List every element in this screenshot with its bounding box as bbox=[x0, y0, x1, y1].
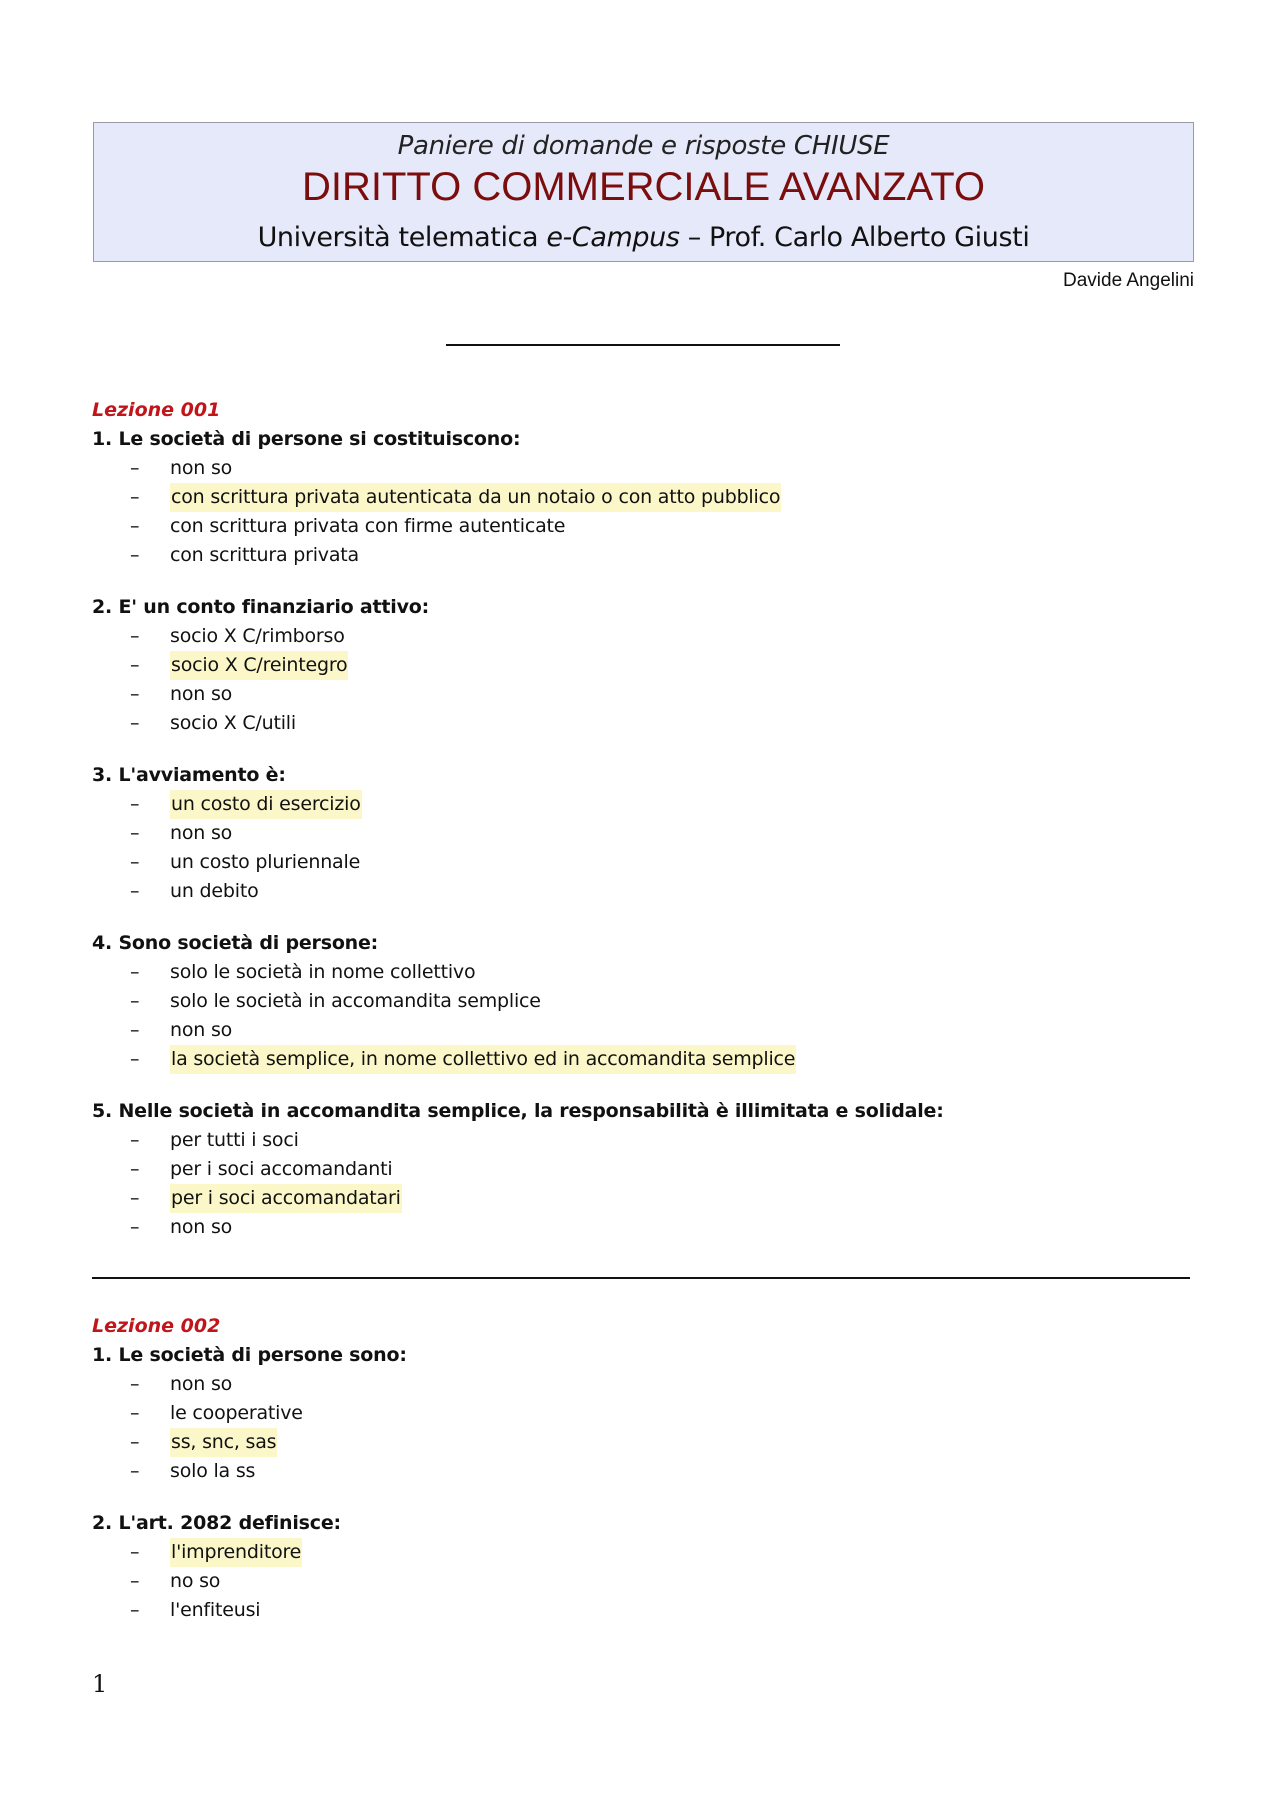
question-block bbox=[92, 1341, 407, 1486]
answer-text: no so bbox=[170, 1570, 221, 1592]
answer-option bbox=[92, 1370, 407, 1399]
list-dash: – bbox=[130, 457, 140, 479]
list-dash: – bbox=[130, 515, 140, 537]
answer-option bbox=[92, 848, 944, 877]
answer-text: con scrittura privata autenticata da un notaio o con atto pubblico bbox=[170, 483, 781, 512]
list-dash: – bbox=[130, 712, 140, 734]
answer-option bbox=[92, 1016, 944, 1045]
answer-option bbox=[92, 1213, 944, 1242]
answer-option bbox=[92, 709, 944, 738]
list-dash: – bbox=[130, 486, 140, 508]
list-dash: – bbox=[130, 1158, 140, 1180]
list-dash: – bbox=[130, 851, 140, 873]
answer-option bbox=[92, 958, 944, 987]
answer-text: non so bbox=[170, 1373, 233, 1395]
answer-option bbox=[92, 622, 944, 651]
answer-text: l'imprenditore bbox=[170, 1538, 302, 1567]
answer-text: solo le società in nome collettivo bbox=[170, 961, 476, 983]
question-text: 2. E' un conto finanziario attivo: bbox=[92, 596, 430, 618]
answer-option bbox=[92, 1567, 407, 1596]
answer-option-correct bbox=[92, 1184, 944, 1213]
separator-short bbox=[446, 344, 840, 346]
list-dash: – bbox=[130, 880, 140, 902]
answer-text: l'enfiteusi bbox=[170, 1599, 261, 1621]
list-dash: – bbox=[130, 1460, 140, 1482]
list-dash: – bbox=[130, 822, 140, 844]
answer-option bbox=[92, 1596, 407, 1625]
list-dash: – bbox=[130, 1431, 140, 1453]
list-dash: – bbox=[130, 1048, 140, 1070]
answer-text: le cooperative bbox=[170, 1402, 303, 1424]
university-emphasis: e-Campus bbox=[546, 222, 680, 253]
list-dash: – bbox=[130, 683, 140, 705]
list-dash: – bbox=[130, 1129, 140, 1151]
separator-long bbox=[92, 1277, 1190, 1279]
answer-text: un costo pluriennale bbox=[170, 851, 361, 873]
answer-text: socio X C/utili bbox=[170, 712, 296, 734]
university-suffix: – Prof. Carlo Alberto Giusti bbox=[687, 222, 1030, 253]
answer-text: con scrittura privata bbox=[170, 544, 359, 566]
answer-text: solo le società in accomandita semplice bbox=[170, 990, 541, 1012]
lesson-section bbox=[92, 1312, 407, 1648]
answer-option-correct bbox=[92, 790, 944, 819]
header-subtitle bbox=[94, 131, 1193, 161]
question-text: 1. Le società di persone sono: bbox=[92, 1344, 407, 1366]
answer-text: socio X C/reintegro bbox=[170, 651, 348, 680]
list-dash: – bbox=[130, 544, 140, 566]
question-block bbox=[92, 593, 944, 738]
list-dash: – bbox=[130, 625, 140, 647]
answer-text: un debito bbox=[170, 880, 259, 902]
answer-text: per i soci accomandatari bbox=[170, 1184, 402, 1213]
list-dash: – bbox=[130, 654, 140, 676]
answer-text: un costo di esercizio bbox=[170, 790, 362, 819]
answer-option-correct bbox=[92, 651, 944, 680]
answer-option bbox=[92, 987, 944, 1016]
lesson-section bbox=[92, 396, 944, 1265]
question-text: 5. Nelle società in accomandita semplice, la responsabilità è illimitata e solidale: bbox=[92, 1100, 944, 1122]
answer-option-correct bbox=[92, 1045, 944, 1074]
answer-option-correct bbox=[92, 1538, 407, 1567]
answer-text: per i soci accomandanti bbox=[170, 1158, 393, 1180]
list-dash: – bbox=[130, 1541, 140, 1563]
page-number: 1 bbox=[92, 1670, 108, 1698]
answer-text: per tutti i soci bbox=[170, 1129, 299, 1151]
question-text: 4. Sono società di persone: bbox=[92, 932, 379, 954]
list-dash: – bbox=[130, 961, 140, 983]
question-block bbox=[92, 425, 944, 570]
answer-option bbox=[92, 819, 944, 848]
answer-option-correct bbox=[92, 1428, 407, 1457]
answer-text: non so bbox=[170, 1216, 233, 1238]
list-dash: – bbox=[130, 1019, 140, 1041]
university-prefix: Università telematica bbox=[257, 222, 539, 253]
question-text: 1. Le società di persone si costituiscono: bbox=[92, 428, 521, 450]
answer-option bbox=[92, 877, 944, 906]
list-dash: – bbox=[130, 1599, 140, 1621]
answer-option bbox=[92, 512, 944, 541]
answer-option bbox=[92, 680, 944, 709]
list-dash: – bbox=[130, 1570, 140, 1592]
header-university bbox=[94, 222, 1193, 253]
question-text: 3. L'avviamento è: bbox=[92, 764, 286, 786]
answer-option bbox=[92, 1155, 944, 1184]
list-dash: – bbox=[130, 1187, 140, 1209]
answer-option bbox=[92, 1126, 944, 1155]
answer-text: non so bbox=[170, 683, 233, 705]
list-dash: – bbox=[130, 1373, 140, 1395]
list-dash: – bbox=[130, 990, 140, 1012]
list-dash: – bbox=[130, 1216, 140, 1238]
document-title: DIRITTO COMMERCIALE AVANZATO bbox=[301, 165, 986, 209]
question-text: 2. L'art. 2082 definisce: bbox=[92, 1512, 341, 1534]
question-block bbox=[92, 929, 944, 1074]
answer-text: ss, snc, sas bbox=[170, 1428, 277, 1457]
list-dash: – bbox=[130, 1402, 140, 1424]
lesson-title: Lezione 002 bbox=[92, 1315, 221, 1337]
answer-text: solo la ss bbox=[170, 1460, 256, 1482]
answer-option bbox=[92, 541, 944, 570]
answer-text: non so bbox=[170, 822, 233, 844]
list-dash: – bbox=[130, 793, 140, 815]
answer-option-correct bbox=[92, 483, 944, 512]
answer-text: socio X C/rimborso bbox=[170, 625, 345, 647]
subtitle-prefix: Paniere di domande e risposte bbox=[397, 131, 786, 161]
answer-option bbox=[92, 1457, 407, 1486]
question-block bbox=[92, 1509, 407, 1625]
answer-text: non so bbox=[170, 1019, 233, 1041]
header-banner bbox=[93, 122, 1194, 262]
question-block bbox=[92, 761, 944, 906]
answer-text: non so bbox=[170, 457, 233, 479]
answer-option bbox=[92, 1399, 407, 1428]
answer-text: la società semplice, in nome collettivo ed in accomandita semplice bbox=[170, 1045, 796, 1074]
answer-text: con scrittura privata con firme autenticate bbox=[170, 515, 566, 537]
answer-option bbox=[92, 454, 944, 483]
lesson-title: Lezione 001 bbox=[92, 399, 221, 421]
author-name: Davide Angelini bbox=[1063, 270, 1194, 291]
question-block bbox=[92, 1097, 944, 1242]
subtitle-emphasis: CHIUSE bbox=[793, 131, 890, 161]
